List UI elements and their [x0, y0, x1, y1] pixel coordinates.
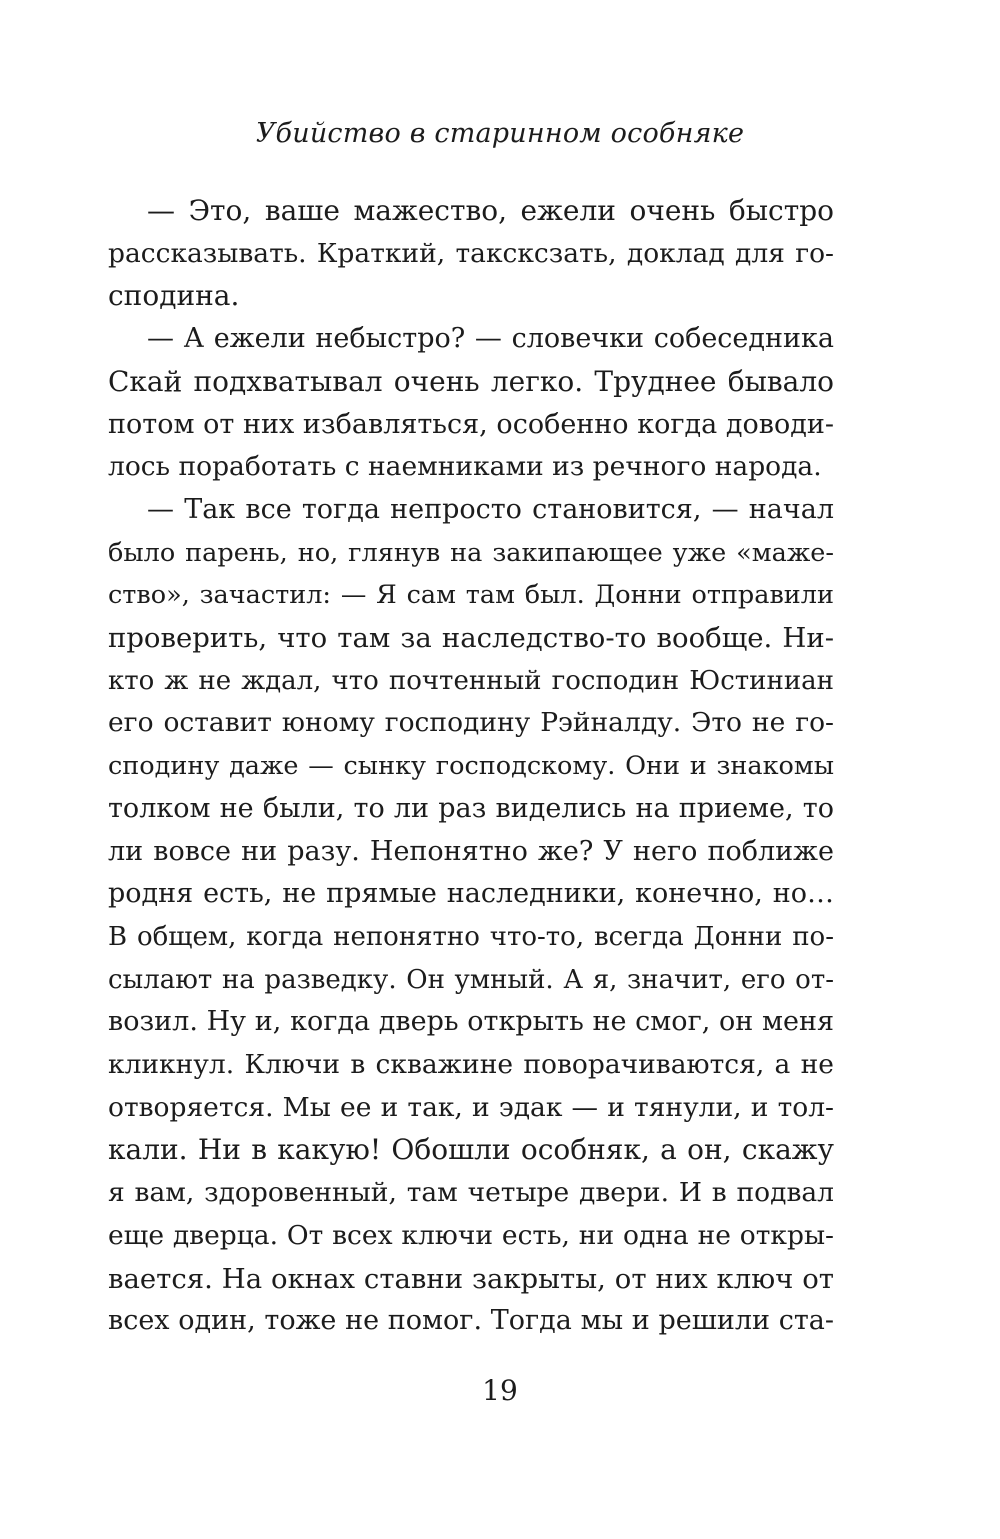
text-line: сподину даже — сынку господскому. Они и знакомы [108, 751, 834, 782]
text-line: толком не были, то ли раз виделись на приеме, то [108, 792, 834, 824]
text-line: лось поработать с наемниками из речного народа. [108, 451, 822, 483]
body-text [108, 190, 834, 1343]
text-line: потом от них избавляться, особенно когда доводи- [108, 408, 834, 440]
text-line: ство», зачастил: — Я сам там был. Донни отправили [108, 580, 834, 611]
text-line: отворяется. Мы ее и так, и эдак — и тянули, и тол- [108, 1091, 834, 1123]
text-line: сподина. [108, 279, 240, 313]
text-line: было парень, но, глянув на закипающее уже «маже- [108, 537, 834, 568]
page-number: 19 [482, 1374, 518, 1407]
text-line: его оставит юному господину Рэйналду. Это не го- [108, 707, 834, 739]
text-line: — А ежели небыстро? — словечки собеседника [147, 323, 834, 355]
text-line: рассказывать. Краткий, таксксзать, доклад для го- [108, 237, 834, 269]
text-line: ли вовсе ни разу. Непонятно же? У него поближе [108, 835, 834, 867]
text-line: возил. Ну и, когда дверь открыть не смог, он меня [108, 1006, 834, 1038]
text-line: В общем, когда непонятно что-то, всегда Донни по- [108, 921, 834, 952]
text-line: кликнул. Ключи в скважине поворачиваются, а не [108, 1049, 834, 1081]
text-line: кали. Ни в какую! Обошли особняк, а он, скажу [108, 1133, 834, 1167]
text-line: я вам, здоровенный, там четыре двери. И в подвал [108, 1177, 834, 1209]
text-line: — Это, ваше мажество, ежели очень быстро [147, 194, 834, 227]
text-line: — Так все тогда непросто становится, — начал [147, 493, 834, 525]
text-line: еще дверца. От всех ключи есть, ни одна не откры- [108, 1219, 834, 1251]
text-line: кто ж не ждал, что почтенный господин Юстиниан [108, 665, 834, 696]
text-line: Скай подхватывал очень легко. Труднее бывало [108, 364, 834, 398]
text-line: всех один, тоже не помог. Тогда мы и решили ста- [108, 1305, 834, 1337]
text-line: сылают на разведку. Он умный. А я, значит, его от- [108, 964, 834, 995]
running-head: Убийство в старинном особняке [255, 118, 745, 149]
text-line: вается. На окнах ставни закрыты, от них ключ от [108, 1262, 834, 1295]
text-line: проверить, что там за наследство-то вообще. Ни- [108, 622, 834, 655]
text-line: родня есть, не прямые наследники, конечно, но… [108, 878, 834, 910]
